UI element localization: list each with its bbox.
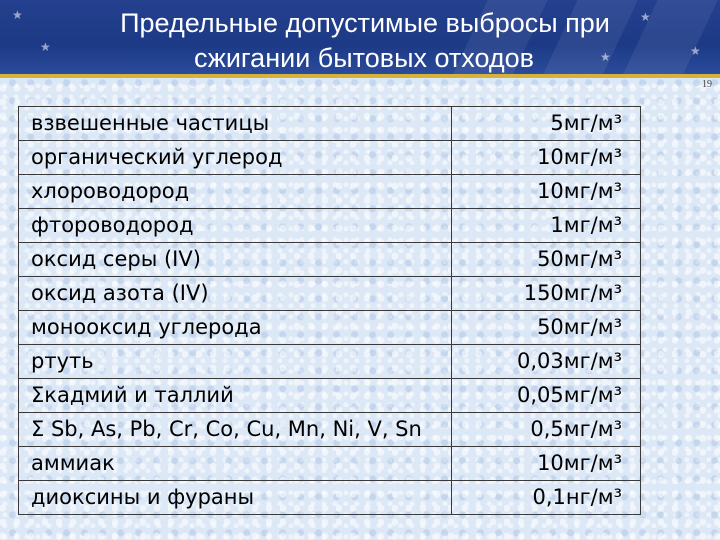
table-row [19,209,641,243]
table-row [19,175,641,209]
star-icon: ★ [40,40,51,54]
page-number: 19 [702,79,712,90]
table-row [19,413,641,447]
limit-cell: 0,05мг/м³ [452,379,641,413]
emission-limits-table [18,106,641,515]
substance-cell: органический углерод [19,141,452,175]
substance-cell: хлороводород [19,175,452,209]
substance-cell: монооксид углерода [19,311,452,345]
limit-cell: 5мг/м³ [452,107,641,141]
table-row [19,141,641,175]
star-icon: ★ [640,10,651,24]
limit-cell: 0,03мг/м³ [452,345,641,379]
limit-cell: 1мг/м³ [452,209,641,243]
limit-cell: 150мг/м³ [452,277,641,311]
substance-cell: оксид серы (IV) [19,243,452,277]
slide-title-line2: сжигании бытовых отходов [193,43,535,73]
table-row [19,379,641,413]
table-row [19,311,641,345]
title-banner [0,0,720,76]
gold-divider [0,74,720,78]
limit-cell: 50мг/м³ [452,311,641,345]
table-row [19,107,641,141]
table-row [19,447,641,481]
substance-cell: аммиак [19,447,452,481]
substance-cell: Σкадмий и таллий [19,379,452,413]
slide-title-line1: Предельные допустимые выбросы при [120,8,610,38]
star-icon: ★ [12,8,23,22]
limit-cell: 50мг/м³ [452,243,641,277]
slide-title [0,6,720,76]
limit-cell: 10мг/м³ [452,175,641,209]
limit-cell: 10мг/м³ [452,141,641,175]
substance-cell: оксид азота (IV) [19,277,452,311]
star-icon: ★ [690,44,701,58]
substance-cell: Σ Sb, As, Pb, Cr, Co, Cu, Mn, Ni, V, Sn [19,413,452,447]
substance-cell: диоксины и фураны [19,481,452,515]
substance-cell: фтороводород [19,209,452,243]
table-row [19,243,641,277]
limit-cell: 0,5мг/м³ [452,413,641,447]
limit-cell: 0,1нг/м³ [452,481,641,515]
limit-cell: 10мг/м³ [452,447,641,481]
substance-cell: взвешенные частицы [19,107,452,141]
table-row [19,277,641,311]
star-icon: ★ [600,50,611,64]
table-row [19,345,641,379]
table-row [19,481,641,515]
substance-cell: ртуть [19,345,452,379]
